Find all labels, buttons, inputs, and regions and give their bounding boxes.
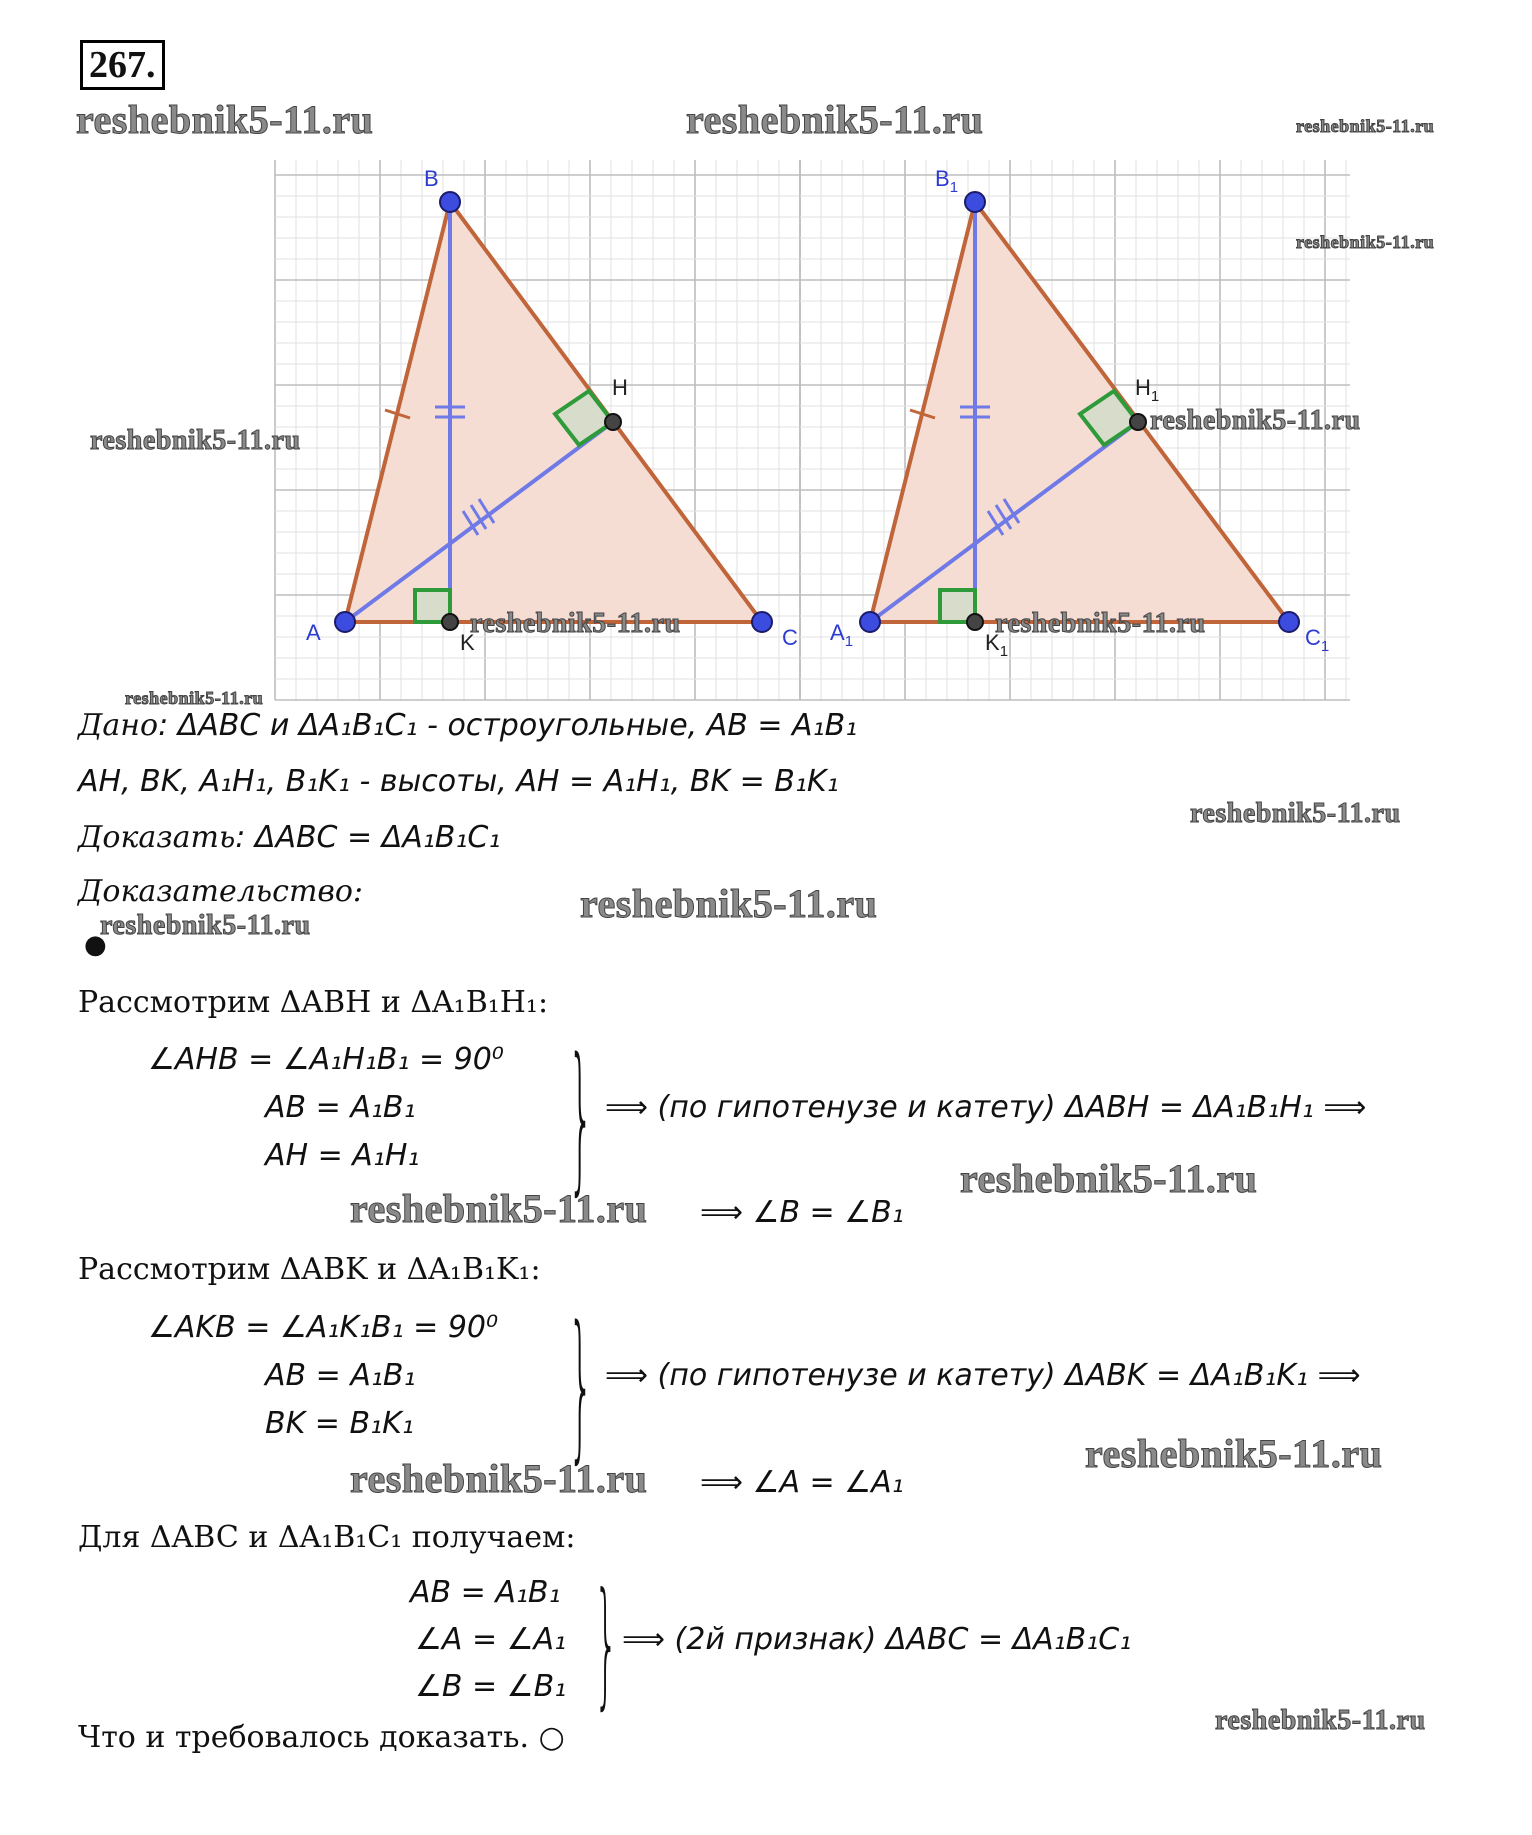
watermark: reshebnik5-11.ru	[580, 881, 878, 926]
label-k: K	[460, 630, 475, 655]
proof-label: Доказательство:	[78, 874, 364, 909]
point-k1	[967, 614, 983, 630]
watermark: reshebnik5-11.ru	[686, 97, 984, 142]
bullet: ●	[84, 930, 107, 960]
step1-result: ⟹ (по гипотенузе и катету) ΔABH = ΔA₁B₁H₁ ⟹	[605, 1090, 1367, 1125]
watermark: reshebnik5-11.ru	[1215, 1705, 1426, 1736]
step1-cond-3: AH = A₁H₁	[265, 1138, 420, 1173]
vertex-a	[335, 612, 355, 632]
watermark: reshebnik5-11.ru	[1296, 232, 1435, 252]
point-h1	[1130, 414, 1146, 430]
vertex-c1	[1279, 612, 1299, 632]
label-h: H	[612, 375, 628, 400]
label-a: A	[306, 620, 321, 645]
watermark: reshebnik5-11.ru	[470, 608, 681, 639]
step1-cond-1: ∠AHB = ∠A₁H₁B₁ = 90⁰	[148, 1042, 504, 1077]
given-statement: : ΔABC и ΔA₁B₁C₁ - остроугольные, AB = A₁B₁	[158, 708, 858, 743]
brace: }	[568, 1296, 594, 1480]
prove-label: Доказать	[78, 820, 236, 855]
step2-conclusion: ⟹ ∠A = ∠A₁	[700, 1465, 904, 1500]
label-k1: $K_1$	[985, 630, 1009, 660]
qed-line: Что и требовалось доказать. ○	[78, 1720, 565, 1755]
point-k	[442, 614, 458, 630]
watermark: reshebnik5-11.ru	[100, 910, 311, 941]
watermark: reshebnik5-11.ru	[350, 1456, 648, 1501]
label-b1: $B_1$	[935, 166, 959, 196]
brace: }	[594, 1564, 619, 1723]
watermark: reshebnik5-11.ru	[1085, 1431, 1383, 1476]
step2-cond-3: BK = B₁K₁	[265, 1406, 414, 1441]
step2-intro: Рассмотрим ΔABK и ΔA₁B₁K₁:	[78, 1252, 541, 1287]
step3-cond-2: ∠A = ∠A₁	[415, 1622, 567, 1657]
watermark: reshebnik5-11.ru	[960, 1156, 1258, 1201]
label-c: C	[782, 625, 798, 650]
watermark: reshebnik5-11.ru	[350, 1186, 648, 1231]
watermark: reshebnik5-11.ru	[1150, 405, 1361, 436]
label-b: B	[424, 166, 439, 191]
given-label: Дано	[78, 708, 159, 743]
problem-number: 267.	[80, 40, 165, 90]
watermark: reshebnik5-11.ru	[125, 688, 264, 708]
watermark: reshebnik5-11.ru	[90, 425, 301, 456]
label-h1: $H_1$	[1135, 375, 1160, 405]
brace: }	[568, 1028, 594, 1212]
watermark: reshebnik5-11.ru	[1296, 116, 1435, 136]
prove-statement: : ΔABC = ΔA₁B₁C₁	[235, 820, 501, 855]
label-c1: $C_1$	[1305, 625, 1330, 655]
given-line-2: AH, BK, A₁H₁, B₁K₁ - высоты, AH = A₁H₁, BK = B₁K₁	[78, 764, 839, 799]
triangle-abc-fill	[345, 202, 762, 622]
step2-cond-1: ∠AKB = ∠A₁K₁B₁ = 90⁰	[148, 1310, 499, 1345]
watermark: reshebnik5-11.ru	[995, 608, 1206, 639]
step2-cond-2: AB = A₁B₁	[265, 1358, 416, 1393]
vertex-b1	[965, 192, 985, 212]
step3-result: ⟹ (2й признак) ΔABC = ΔA₁B₁C₁	[622, 1622, 1132, 1657]
label-a1: $A_1$	[830, 620, 854, 650]
vertex-a1	[860, 612, 880, 632]
vertex-c	[752, 612, 772, 632]
step1-intro: Рассмотрим ΔABH и ΔA₁B₁H₁:	[78, 985, 549, 1020]
step1-conclusion: ⟹ ∠B = ∠B₁	[700, 1195, 904, 1230]
watermark: reshebnik5-11.ru	[1190, 798, 1401, 829]
step1-cond-2: AB = A₁B₁	[265, 1090, 416, 1125]
prove-line	[78, 820, 500, 855]
step3-cond-1: AB = A₁B₁	[410, 1575, 561, 1610]
point-h	[605, 414, 621, 430]
vertex-b	[440, 192, 460, 212]
given-line-1	[78, 708, 857, 743]
watermark: reshebnik5-11.ru	[76, 97, 374, 142]
step3-cond-3: ∠B = ∠B₁	[415, 1669, 567, 1704]
step2-result: ⟹ (по гипотенузе и катету) ΔABK = ΔA₁B₁K₁ ⟹	[605, 1358, 1361, 1393]
step3-intro: Для ΔABC и ΔA₁B₁C₁ получаем:	[78, 1520, 576, 1555]
